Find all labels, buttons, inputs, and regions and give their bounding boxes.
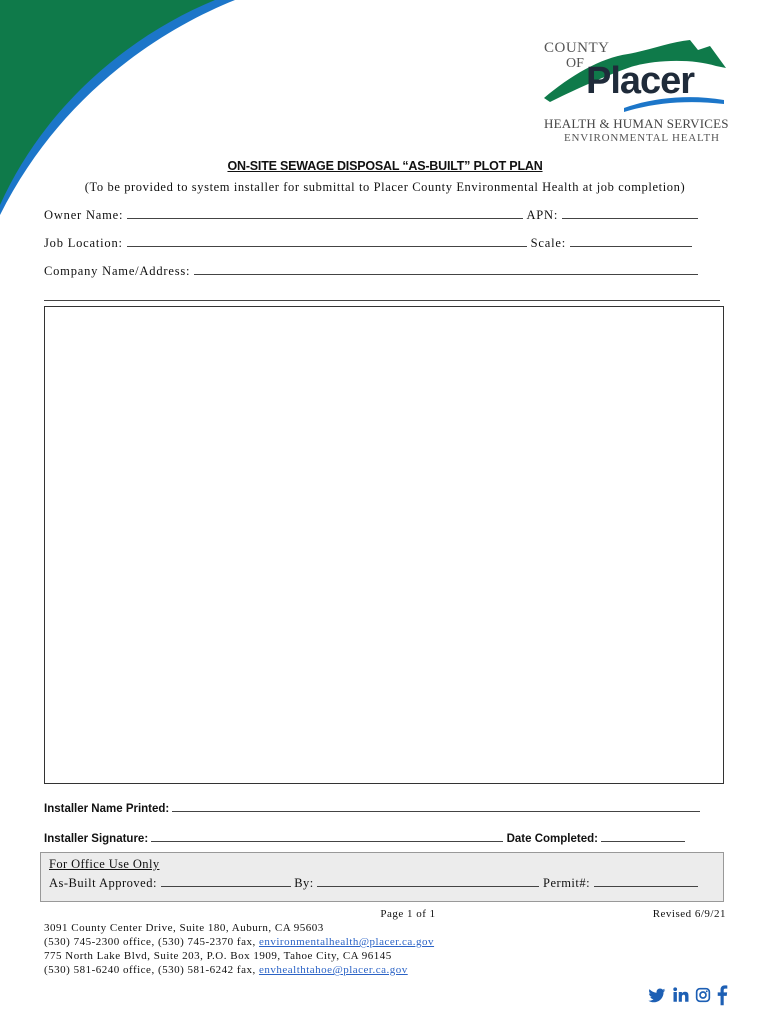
office-use-heading: For Office Use Only bbox=[49, 857, 160, 871]
by-label: By: bbox=[294, 876, 314, 890]
as-built-approved-field[interactable] bbox=[161, 875, 291, 887]
company-row bbox=[44, 263, 698, 279]
owner-row bbox=[44, 207, 698, 223]
installer-signature-row bbox=[44, 830, 685, 845]
linkedin-icon[interactable] bbox=[672, 984, 690, 1006]
scale-label: Scale: bbox=[530, 236, 567, 250]
permit-label: Permit#: bbox=[543, 876, 591, 890]
installer-name-label: Installer Name Printed: bbox=[44, 803, 170, 815]
apn-label: APN: bbox=[526, 208, 559, 222]
office-use-box bbox=[40, 852, 724, 902]
logo-placer-text: Placer bbox=[586, 60, 695, 102]
logo-subdivision-text: ENVIRONMENTAL HEALTH bbox=[564, 132, 720, 144]
form-title: ON-SITE SEWAGE DISPOSAL “AS-BUILT” PLOT PLAN bbox=[227, 159, 543, 173]
placer-county-logo bbox=[540, 36, 730, 146]
installer-signature-field[interactable] bbox=[151, 830, 503, 842]
scale-field[interactable] bbox=[570, 235, 692, 247]
installer-signature-label: Installer Signature: bbox=[44, 833, 149, 845]
installer-name-field[interactable] bbox=[172, 800, 700, 812]
installer-name-row bbox=[44, 800, 700, 815]
revised-date: Revised 6/9/21 bbox=[652, 908, 726, 920]
footer-contact-tahoe bbox=[44, 964, 408, 976]
form-subtitle: (To be provided to system installer for submittal to Placer County Environmental Health at job completion) bbox=[84, 180, 686, 194]
logo-of-text: OF bbox=[566, 56, 584, 71]
footer-phone-tahoe: (530) 581-6240 office, (530) 581-6242 fax, bbox=[44, 964, 259, 976]
plot-plan-drawing-area[interactable] bbox=[44, 306, 724, 784]
instagram-icon[interactable] bbox=[695, 984, 711, 1006]
email-link-auburn[interactable]: environmentalhealth@placer.ca.gov bbox=[258, 936, 435, 948]
footer-address-auburn: 3091 County Center Drive, Suite 180, Auburn, CA 95603 bbox=[44, 922, 324, 934]
apn-field[interactable] bbox=[562, 207, 698, 219]
job-location-field[interactable] bbox=[127, 235, 527, 247]
company-address-field-line-2[interactable] bbox=[44, 288, 720, 301]
footer-contact-auburn bbox=[44, 936, 434, 948]
email-link-tahoe[interactable]: envhealthtahoe@placer.ca.gov bbox=[258, 964, 408, 976]
owner-name-field[interactable] bbox=[127, 207, 523, 219]
footer-address-tahoe: 775 North Lake Blvd, Suite 203, P.O. Box 1909, Tahoe City, CA 96145 bbox=[44, 950, 392, 962]
logo-division-text: HEALTH & HUMAN SERVICES bbox=[544, 116, 729, 131]
permit-number-field[interactable] bbox=[594, 875, 698, 887]
page-number: Page 1 of 1 bbox=[380, 908, 436, 920]
facebook-icon[interactable] bbox=[716, 984, 728, 1006]
company-label: Company Name/Address: bbox=[44, 264, 191, 278]
office-approval-row bbox=[49, 875, 698, 891]
date-completed-field[interactable] bbox=[601, 830, 685, 842]
logo-county-text: COUNTY bbox=[544, 40, 610, 56]
company-address-field[interactable] bbox=[194, 263, 698, 275]
job-location-row bbox=[44, 235, 692, 251]
date-completed-label: Date Completed: bbox=[506, 833, 598, 845]
as-built-approved-label: As-Built Approved: bbox=[49, 876, 157, 890]
twitter-icon[interactable] bbox=[648, 984, 666, 1006]
approved-by-field[interactable] bbox=[317, 875, 539, 887]
owner-label: Owner Name: bbox=[44, 208, 124, 222]
job-location-label: Job Location: bbox=[44, 236, 123, 250]
footer-phone-auburn: (530) 745-2300 office, (530) 745-2370 fax, bbox=[44, 936, 259, 948]
